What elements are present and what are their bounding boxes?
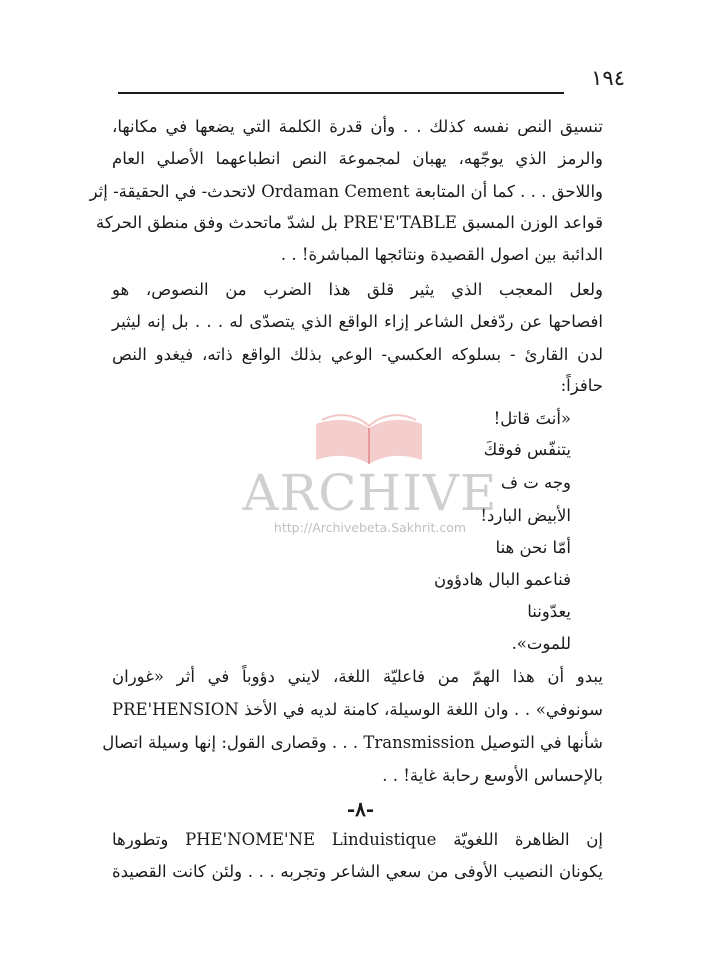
paragraph-1-line-4: قواعد الوزن المسبق PRE'E'TABLE بل لشدّ ماتحدث وفق منطق الحركة <box>96 213 603 232</box>
paragraph-1-line-2: والرمز الذي يوجّهه، يهبان لمجموعة النص انطباعهما الأصلي العام <box>112 149 603 168</box>
paragraph-2-line-1: ولعل المعجب الذي يثير قلق هذا الضرب من النصوص، هو <box>112 280 603 299</box>
verse-line-1: «أنتَ قاتل! <box>493 409 571 428</box>
verse-line-6: فناعمو البال هادؤون <box>433 570 571 589</box>
watermark-title: ARCHIVE <box>242 464 498 522</box>
header-rule <box>118 92 564 94</box>
paragraph-4-line-2: يكونان النصيب الأوفى من سعي الشاعر وتجربه . . . ولئن كانت القصيدة <box>112 862 603 881</box>
paragraph-1-line-1: تنسيق النص نفسه كذلك . . وأن قدرة الكلمة التي يضعها في مكانها، <box>112 117 603 136</box>
verse-line-3: وجه ت ف <box>500 473 571 492</box>
paragraph-2-line-4: حافزاً: <box>560 376 603 395</box>
paragraph-3-line-1: يبدو أن هذا الهمّ من فاعليّة اللغة، لايني دؤوباً في أثر «غوران <box>112 667 603 686</box>
paragraph-1-line-5: الدائبة بين اصول القصيدة ونتائجها المباشرة! . . <box>280 245 603 264</box>
verse-line-4: الأبيض البارد! <box>480 506 571 525</box>
paragraph-2-line-2: افصاحها عن ردّفعل الشاعر إزاء الواقع الذي يتصدّى له . . . بل إنه ليثير <box>112 312 603 331</box>
verse-line-8: للموت». <box>511 634 571 653</box>
watermark-url: http://Archivebeta.Sakhrit.com <box>273 520 467 535</box>
paragraph-2-line-3: لدن القارئ - بسلوكه العكسي- الوعي بذلك الواقع ذاته، فيغدو النص <box>112 345 603 364</box>
paragraph-3-line-3: شأنها في التوصيل Transmission . . . وقصارى القول: إنها وسيلة اتصال <box>102 733 603 752</box>
verse-line-5: أمّا نحن هنا <box>495 538 571 557</box>
archive-watermark <box>230 408 510 548</box>
section-number: -٨- <box>346 797 375 821</box>
paragraph-3-line-2: سونوفي» . . وان اللغة الوسيلة، كامنة لديه في الأخذ PRE'HENSION <box>112 700 603 719</box>
book-logo-icon <box>308 408 430 470</box>
paragraph-4-line-1: إن الظاهرة اللغويّة PHE'NOME'NE Linduistique وتطورها <box>112 830 603 849</box>
paragraph-3-line-4: بالإحساس الأوسع رحابة غاية! . . <box>382 766 603 785</box>
paragraph-1-line-3: واللاحق . . . كما أن المتابعة Ordaman Cement لاتحدث- في الحقيقة- إثر <box>89 182 603 201</box>
verse-line-2: يتنفّس فوقكَ <box>483 440 571 459</box>
verse-line-7: يعدّوننا <box>527 602 571 621</box>
page-number: ١٩٤ <box>591 66 625 90</box>
